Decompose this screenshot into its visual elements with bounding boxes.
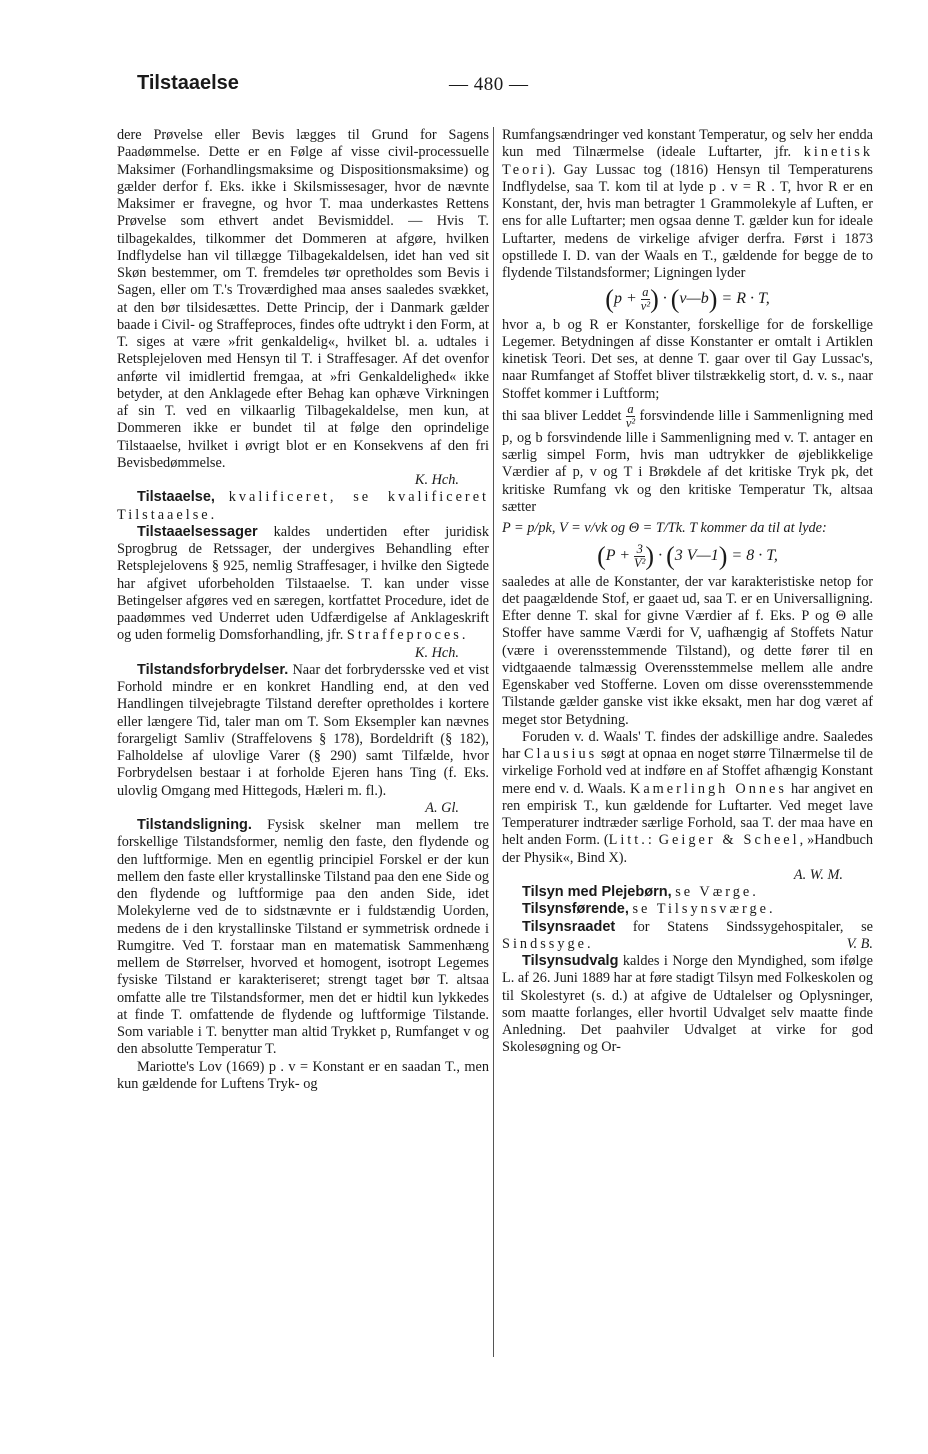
- entry-tilsyn-med-plejeborn: [502, 884, 873, 901]
- entry-tilstaaelse-kvalificeret: [117, 489, 489, 524]
- headword: Tilsynsudvalg: [522, 953, 619, 970]
- headword: Tilsyn med Plejebørn,: [522, 884, 672, 901]
- page-number: — 480 —: [449, 74, 529, 95]
- denominator: v²: [625, 415, 636, 430]
- numerator: a: [627, 401, 634, 416]
- spaced-name: Geiger & Scheel: [658, 832, 800, 849]
- entry-tilstaaelsessager: [117, 524, 489, 645]
- paragraph: saaledes at alle de Konstanter, der var karakteristiske netop for det paagældende Stof, er gaaet ud, saa T. er en Universalligning. Efter denne T. skal for givne Værdier af f. Eks. P og Θ alle Stoffer have samme Værdi for V, uafhængig af Stoffets Natur (være i overensstemmende Tilstand), og dette fører til en vidtgaaende talmæssig Overensstemmelse mellem alle andre Egenskaber ved Stofferne. Loven om disse overensstemmende Tilstande gælder ganske vist ikke eksakt, men har dog været af meget stor Betydning.: [502, 573, 873, 728]
- fraction: [641, 286, 650, 313]
- entry-body: Fysisk skelner man mellem tre forskellige Tilstandsformer, nemlig den faste, den flydende og den luftformige. Men en egentlig principiel Forskel er der kun mellem den faste eller krystallinske Tilstand paa den ene Side og den flydende og luftformige paa den anden Side, idet Molekylerne ved de to sidstnævnte er i fuldstændig Uorden, medens de i den krystallinske Tilstand er symmetrisk ordnede i Rumgitre. Ved T. forstaar man en matematisk Sammenhæng mellem de Størrelser, hvorved et homogent, isotropt Legemes fysiske Tilstand er karakteriseret; strengt taget bør T. altsaa omfatte alle tre Tilstandsformer, men det er hidtil kun lykkedes at finde T. omfattende de flydende og luftformige Tilstande. Som variable i T. benytter man altid Trykket p, Rumfanget v og den absolutte Temperatur T.: [117, 817, 489, 1058]
- cross-reference: se Tilsynsværge.: [632, 901, 776, 918]
- formula-term: = 8 · T,: [731, 547, 778, 565]
- cross-reference: Sindssyge.: [502, 935, 594, 952]
- spaced-name: Litt.:: [608, 832, 655, 849]
- text-run: søgt at opnaa en noget større Tilnærmelse til de virkelige Forhold ved at indføre en af Stoffet afhængig Konstant mere end v. d. Waals.: [502, 746, 873, 797]
- fraction: [626, 403, 635, 430]
- paragraph: [502, 729, 873, 867]
- author-signature: V. B.: [846, 935, 873, 952]
- column-divider: [493, 127, 494, 1357]
- left-column: [117, 127, 489, 1093]
- text-run: forsvindende lille i Sammenligning med p, og b forsvindende lille i Sammenligning med v. T. antager en særlig simpel Form, hvis man udtrykker de øjeblikkelige Værdier af p, v og T i Brøkdele af det kritiske Tryk pk, det kritiske Rumfang vk og den kritiske Temperatur Tk, altsaa sætter: [502, 407, 874, 515]
- headword: Tilsynsraadet: [522, 918, 616, 935]
- paragraph-continuation: [502, 127, 873, 282]
- denominator: V²: [634, 556, 646, 571]
- paragraph-continuation: dere Prøvelse eller Bevis lægges til Grund for Sagens Paadømmelse. Dette er en Følge af visse civil-processuelle Maksimer (Forhandlingsmaksime og Dispositionsmaksime) og gælder derfor f. Eks. ikke i Skilsmissesager, hvor de nævnte Maksimer er fravegne, og hvor T. maa underkastes Rettens Prøvelse som ethvert andet Bevismiddel. — Hvis T. tilbagekaldes, tilkommer det Dommeren at afgøre, hvilken Indflydelse han vil tillægge Tilbagekaldelsen, idet han ved sit Skøn bestemmer, om T. fremdeles tør opretholdes som Bevis i Sagen, eller om T.'s Troværdighed maa anses saaledes svækket, at den bør tilsidesættes. Dette Princip, der i Danmark gælder baade i Civil- og Straffeproces, findes ofte udtrykt i den Form, at T. siges at være »frit genkaldelig«, hvilket bl. a. udtales i Retsplejeloven med Hensyn til T. i Straffesager. Af det ovenfor anførte vil imidlertid fremgaa, at »fri Genkaldelighed« ikke betyder, at den Anklagede efter Behag kan ophæve Virkningen af sin T. ved en vilkaarlig Tilbagekaldelse, men kun, at Dommeren ikke er bundet til at følge den oprindelige Tilstaaelse, hvilket i øvrigt blot er en Konsekvens af den fri Bevisbedømmelse.: [117, 127, 489, 471]
- author-signature: A. W. M.: [793, 866, 843, 883]
- headword: Tilstandsligning.: [137, 817, 252, 833]
- headword: Tilstaaelsessager: [137, 523, 258, 540]
- text-run: Rumfangsændringer ved konstant Temperatur, og selv her endda kun med Tilnærmelse (ideale Luftarter, jfr.: [502, 127, 873, 161]
- paragraph-mariotte: Mariotte's Lov (1669) p . v = Konstant er en saadan T., men kun gældende for Luftens Tryk- og: [117, 1058, 489, 1092]
- denominator: v²: [640, 299, 651, 314]
- author-signature: K. Hch.: [414, 644, 459, 661]
- headword: Tilsynsførende,: [522, 901, 629, 918]
- paragraph: [502, 403, 873, 516]
- fraction: [634, 543, 645, 570]
- formula-term: 3 V—1: [674, 547, 719, 565]
- entry-tilsynsudvalg: [502, 953, 873, 1057]
- entry-tilsynsforende: [502, 901, 873, 918]
- text-run: har angivet en ren empirisk T., kun gældende for Luftarter. Ved meget lave Temperaturer indtræder særlige Forhold, saa T. der maa have en helt anden Form. (: [502, 780, 873, 849]
- formula-term: v—b: [679, 290, 709, 308]
- cross-reference: se Værge.: [675, 884, 759, 901]
- formula-term: P +: [605, 547, 631, 565]
- headword: Tilstandsforbrydelser.: [137, 661, 289, 678]
- text-run: thi saa bliver Leddet: [502, 407, 626, 424]
- right-column: [502, 127, 873, 1057]
- numerator: 3: [634, 543, 645, 557]
- spaced-name: Clausius: [523, 746, 598, 763]
- entry-tilstandsforbrydelser: [117, 662, 489, 800]
- running-title: Tilstaaelse: [137, 72, 239, 94]
- text-run: ). Gay Lussac tog (1816) Hensyn til Temperaturens Indflydelse, saa T. kom til at lyde p . v = R . T, hvor R er en Konstant, der, hvis man betragter 1 Grammolekyle af Luften, er ens for alle Luftarter; men ogsaa denne T. gælder kun for ideale Luftarter, medens de virkelige afviger derfra. Først i 1873 opstillede I. D. van der Waals en T., gældende for begge de to flydende Tilstandsformer; Ligningen lyder: [502, 161, 873, 281]
- entry-body: kaldes undertiden efter juridisk Sprogbrug de Retssager, der undergives Behandling efter Retsplejelovens § 925, nemlig Straffesager, i hvilke den Sigtede har afgivet uforbeholden Tilstaaelse. T. kan under visse Betingelser afgøres ved en særegen, kortfattet Procedure, idet de paadømmes ved Underret uden Udfærdigelse af Anklageskrift og uden formelig Domsforhandling, jfr.: [117, 523, 489, 644]
- entry-tilstandsligning: [117, 817, 489, 1059]
- cross-reference: Straffeproces.: [346, 627, 469, 644]
- entry-body: for Statens Sindssygehospitaler, se: [615, 918, 873, 935]
- author-signature: A. Gl.: [425, 799, 459, 816]
- author-signature: K. Hch.: [414, 472, 459, 488]
- formula-term: T kommer da til at lyde:: [689, 520, 827, 537]
- formula-reduced-variables: [502, 520, 873, 537]
- text-run: , »Handbuch der Physik«, Bind X).: [502, 832, 874, 866]
- cross-reference: kinetisk Teori: [502, 144, 873, 178]
- paragraph: hvor a, b og R er Konstanter, forskellige for de forskellige Legemer. Betydningen af disse Konstanter er omtalt i Artiklen kinetisk Teori. Det ses, at denne T. gaar over til Gay Lussac's, naar Rumfanget af Stoffet bliver tilstrækkelig stort, d. v. s., naar Stoffet kommer i Luftform;: [502, 316, 873, 402]
- formula-universal: (P + $\frac{3}{\text{V²}}$ ) · (3 V—1) = 8 · T,: [597, 541, 778, 571]
- cross-reference: kvalificeret, se kvalificeret Tilstaaelse.: [117, 489, 490, 523]
- headword: Tilstaaelse,: [137, 489, 215, 506]
- formula-van-der-waals: (p + $\frac{a}{\text{v²}}$ ) · (v—b) = R · T,: [605, 284, 770, 314]
- entry-tilsynsraadet: [502, 919, 873, 954]
- entry-body: kaldes i Norge den Myndighed, som ifølge L. af 26. Juni 1889 har at føre stadigt Tilsyn med Folkeskolen og til Skolestyret (s. d.) at afgive de Udtalelser og Oplysninger, som maatte forlanges, eller hvortil Udvalget selv maatte finde Anledning. Det paahviler Udvalget at virke for god Skolesøgning og Or-: [502, 953, 873, 1056]
- formula-term: = R · T,: [721, 290, 770, 308]
- formula-term: p +: [613, 290, 637, 308]
- page-header: [137, 72, 872, 100]
- entry-body: Naar det forbrydersske ved et vist Forhold mindre er en konkret Handling end, at den ved Handlingen tilvejebragte Tilstand derefter opretholdes i kortere eller længere Tid, taler man om T. Som Eksempler kan nævnes forargeligt Samliv (Straffelovens § 178), Bordeldrift (§ 182), Falholdelse af ulovlige Varer (§ 290) samt Tilfælde, hvor Forbrydelsen bestaar i at forholde Ejeren hans Ting (f. Eks. ulovlig Omgang med Hittegods, Hæleri m. fl.).: [117, 661, 489, 799]
- formula-term: P = p/pk, V = v/vk og Θ = T/Tk.: [502, 520, 686, 537]
- numerator: a: [642, 285, 649, 300]
- text-run: Foruden v. d. Waals' T. findes der adskillige andre. Saaledes har: [502, 728, 873, 763]
- spaced-name: Kamerlingh Onnes: [630, 780, 787, 797]
